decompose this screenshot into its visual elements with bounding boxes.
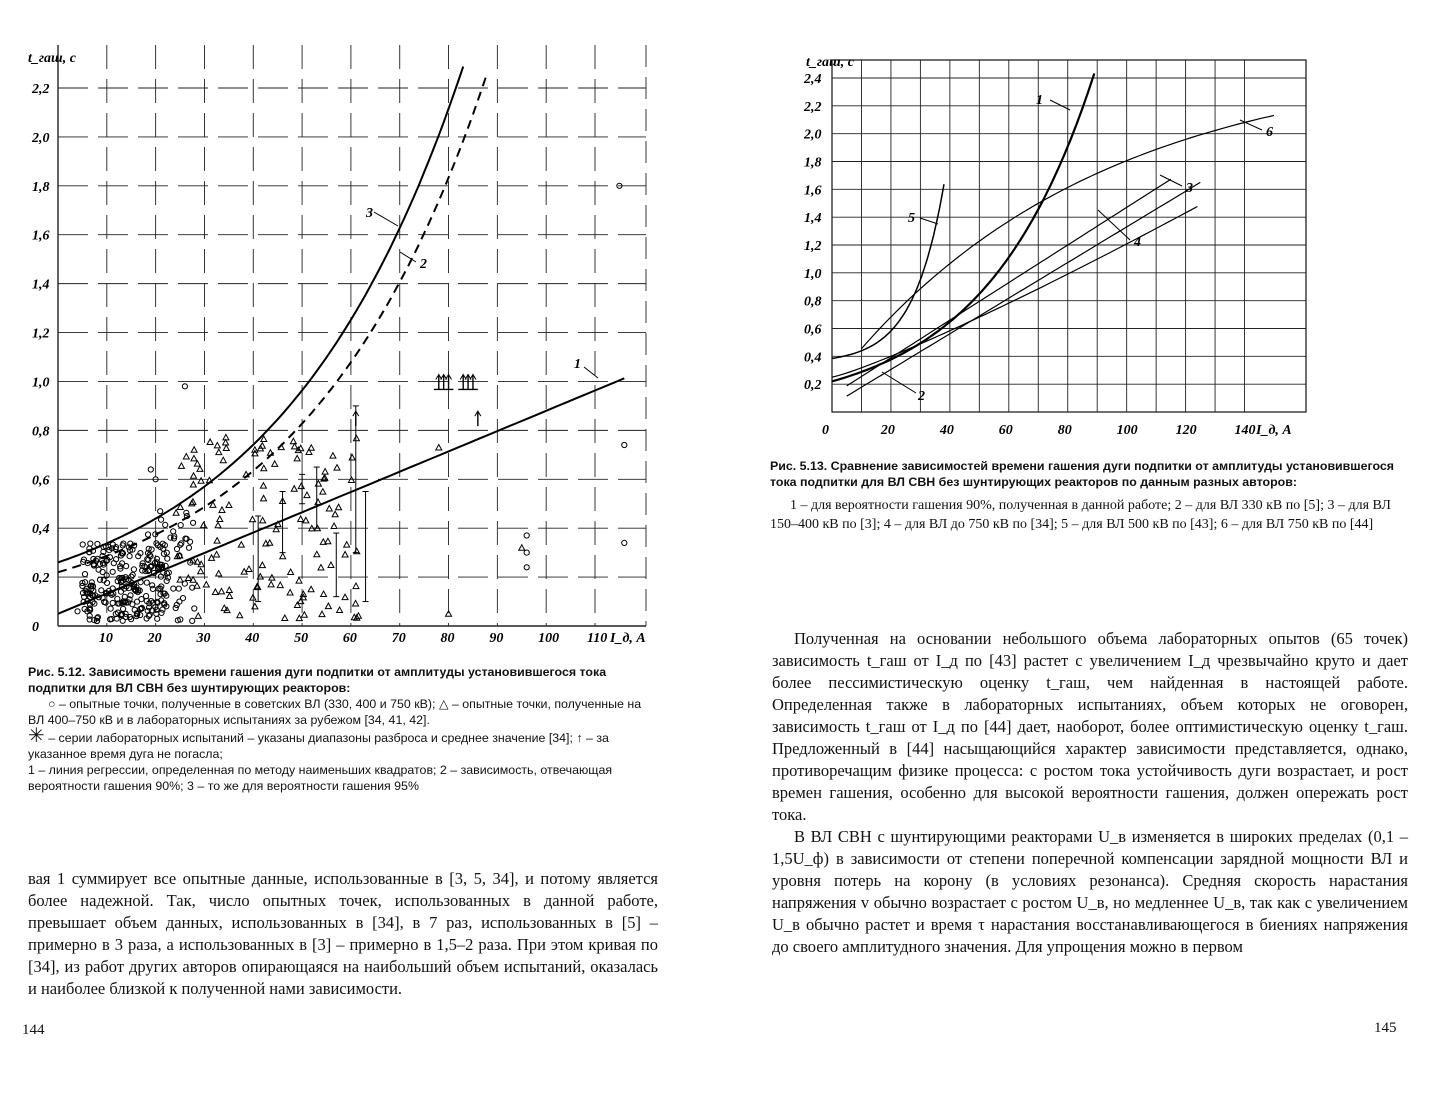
data-point-circle [524,565,529,570]
x-tick-label: 10 [98,631,113,646]
data-point-triangle [198,568,204,574]
data-point-triangle [194,583,200,589]
data-point-circle [159,517,164,522]
data-point-triangle [321,591,327,597]
x-axis-label-5-12: I_д, А [610,631,646,646]
y-tick-label: 1,2 [804,239,822,254]
data-point-triangle [296,578,302,584]
curve-2-90pct [58,72,488,572]
data-point-triangle [314,551,320,557]
x-tick-label: 80 [440,631,455,646]
y-tick-label: 0,6 [32,473,50,489]
y-axis-label-5-13: t_гаш, с [806,55,854,70]
data-point-triangle [191,447,197,453]
data-point-triangle [291,486,297,492]
y-tick-label: 2,0 [32,130,50,146]
curve-label-4: 4 [1134,235,1141,250]
data-point-circle [127,554,132,559]
data-point-triangle [296,615,302,621]
data-point-circle [131,567,136,572]
y-tick-label: 1,2 [32,326,50,342]
ticks-5-13 [803,72,1256,438]
data-point-triangle [353,600,359,606]
data-point-triangle [173,510,179,516]
data-point-triangle [280,553,286,559]
curve-label-1: 1 [574,357,581,372]
paragraph-right-2: В ВЛ СВН с шунтирующими реакторами U_в изменяется в широких пределах (0,1 – 1,5U_ф) в зависимости от степени поперечной компенсации зарядной мощности ВЛ и уровня потерь на корону (в условиях резонанса). Средняя скорость нарастания напряжения v обычно возрастает с ростом U_в, но медленнее U_в, так как с увеличением U_в обычно растет и время τ нарастания восстанавливающегося в биениях напряжения до своего амплитудного значения. Для упрощения можно в первом [772,827,1408,956]
data-point-circle [160,607,165,612]
data-point-triangle [216,449,222,455]
y-tick-label: 0,6 [804,322,822,338]
data-point-circle [165,556,170,561]
curve-1 [832,74,1094,382]
y-tick-label: 0,2 [32,571,50,587]
data-point-triangle [261,465,267,471]
data-point-circle [178,523,183,528]
data-point-circle [120,618,125,623]
caption-title: Рис. 5.13. Сравнение зависимостей времени гашения дуги подпитки от амплитуды установившегося тока подпитки для ВЛ СВН без шунтирующих реакторов по данным разных авторов: [770,459,1395,489]
y-tick-label: 2,4 [804,72,822,87]
y-tick-label: 2,2 [804,99,822,115]
curve-labels-5-13 [882,93,1273,404]
data-point-triangle [207,439,213,445]
data-point-triangle [353,583,359,589]
data-point-triangle [268,581,274,587]
x-tick-label: 40 [245,631,260,646]
x-tick-label: 40 [939,423,954,438]
data-point-triangle [216,570,222,576]
data-point-circle [158,509,163,514]
data-point-triangle [318,564,324,570]
data-point-triangle [214,551,220,557]
data-point-triangle [260,483,266,489]
data-point-triangle [183,454,189,460]
data-point-triangle [277,582,283,588]
x-tick-label: 30 [196,631,211,646]
x-axis-label-5-13: I_д, А [1256,423,1292,438]
y-tick-label: 2,2 [32,82,50,97]
data-point-triangle [322,469,328,475]
curve-label-6: 6 [1266,125,1273,140]
data-point-triangle [331,523,337,529]
curve-label-3: 3 [1186,181,1193,196]
data-point-triangle [353,435,359,441]
data-point-triangle [190,481,196,487]
data-point-triangle [342,594,348,600]
data-point-circle [75,609,80,614]
data-point-triangle [320,489,326,495]
data-point-triangle [260,517,266,523]
data-point-triangle [336,504,342,510]
data-point-triangle [203,582,209,588]
caption-title: Рис. 5.12. Зависимость времени гашения дуги подпитки от амплитуды установившегося тока подпитки для ВЛ СВН без шунтирующих реакторов: [28,665,607,695]
data-point-circle [191,520,196,525]
data-point-triangle [227,593,233,599]
y-tick-label: 1,0 [32,375,50,391]
data-point-triangle [303,517,309,523]
y-tick-label: 0,8 [804,294,822,310]
data-point-triangle [342,551,348,557]
data-point-triangle [214,538,220,544]
caption-5-12 [28,664,660,794]
x-tick-label: 90 [489,631,504,646]
data-point-triangle [226,502,232,508]
data-point-circle [176,586,181,591]
data-point-circle [150,583,155,588]
data-point-triangle [219,507,225,513]
paragraph-right-1: Полученная на основании небольшого объема лабораторных опытов (65 точек) зависимость t_гаш от I_д по [43] растет с увеличением I_д чрезвычайно круто и дает более пессимистическую оценку t_гаш, чем найденная в настоящей работе. Определенная также в лабораторных испытаниях, объем которых не оговорен, зависимость t_гаш от I_д по [44] дает, наоборот, более оптимистическую оценку t_гаш. Предложенный в [44] насыщающийся характер зависимости представляется, однако, противоречащим физике процесса: с ростом тока устойчивость дуги возрастает, и рост времен гашения, особенно для высокой вероятности гашения, должен опережать рост тока. [772,629,1408,824]
data-point-circle [110,600,115,605]
curve-5 [832,184,944,358]
data-point-triangle [252,603,258,609]
data-point-triangle [330,453,336,459]
y-axis-label-5-12: t_гаш, с [28,51,76,66]
y-tick-label: 2,0 [804,127,822,143]
data-point-triangle [308,586,314,592]
data-point-circle [174,546,179,551]
data-point-circle [159,610,164,615]
data-point-triangle [195,613,201,619]
data-point-triangle [298,516,304,522]
data-point-triangle [215,522,221,528]
data-point-circle [164,578,169,583]
data-point-triangle [290,438,296,444]
caption-legend-1: ○ – опытные точки, полученные в советских ВЛ (330, 400 и 750 кВ); △ – опытные точки, полученные на ВЛ 400–750 кВ и в лабораторных испытаниях за рубежом [34, 41, 42]. [28,697,642,727]
data-point-circle [148,467,153,472]
data-point-triangle [344,542,350,548]
data-point-triangle [288,569,294,575]
data-point-circle [121,606,126,611]
data-point-triangle [246,566,252,572]
data-point-circle [192,606,197,611]
x-tick-label: 110 [587,631,608,646]
y-tick-label: 1,0 [804,266,822,282]
x-tick-label: 20 [147,631,162,646]
data-point-triangle [194,461,200,467]
data-point-triangle [519,545,525,551]
data-point-triangle [198,478,204,484]
data-point-triangle [178,463,184,469]
y-tick-label: 1,6 [804,183,822,199]
data-point-triangle [223,445,229,451]
curve-label-1: 1 [1036,93,1043,108]
data-point-circle [124,564,129,569]
data-point-triangle [337,607,343,613]
data-point-triangle [325,538,331,544]
data-point-circle [182,384,187,389]
data-point-triangle [237,612,243,618]
x-tick-label: 100 [1116,423,1138,438]
caption-legend: 1 – для вероятности гашения 90%, полученная в данной работе; 2 – для ВЛ 330 кВ по [5]; 3 – для ВЛ 150–400 кВ по [3]; 4 – для ВЛ до 750 кВ по [34]; 5 – для ВЛ 500 кВ по [43]; 6 – для ВЛ 750 кВ по [44] [770,498,1391,532]
data-point-triangle [249,516,255,522]
data-point-triangle [325,603,331,609]
data-point-circle [188,539,193,544]
x-tick-label: 60 [342,631,357,646]
data-point-triangle [209,555,215,561]
y-tick-label: 0,8 [32,424,50,440]
data-point-triangle [348,477,354,483]
data-point-circle [524,533,529,538]
data-point-circle [190,618,195,623]
data-point-triangle [294,602,300,608]
y-tick-label: 1,8 [804,155,822,171]
curve-2 [832,207,1197,378]
data-point-triangle [214,442,220,448]
x-tick-label: 60 [998,423,1013,438]
data-point-triangle [191,455,197,461]
x-tick-label: 70 [391,631,406,646]
data-point-triangle [217,516,223,522]
y-tick-label: 1,8 [32,179,50,195]
curve-label-2: 2 [918,389,925,404]
data-point-circle [95,541,100,546]
curve-3 [847,182,1201,396]
caption-legend-3: 1 – линия регрессии, определенная по методу наименьших квадратов; 2 – зависимость, отвечающая вероятности гашения 90%; 3 – то же для вероятности гашения 95% [28,763,613,793]
data-point-circle [622,442,627,447]
data-point-triangle [334,465,340,471]
data-point-circle [155,616,160,621]
grid-5-13 [832,60,1306,412]
y-tick-label: 1,6 [32,228,50,244]
caption-5-13 [770,458,1406,534]
data-point-triangle [332,511,338,517]
data-point-triangle [319,611,325,617]
paragraph-left: вая 1 суммирует все опытные данные, использованные в [3, 5, 34], и потому является более надежной. Так, число опытных точек, использованных в данной работе, превышает объем данных, использованных в [34], в 7 раз, использованных в [5] – примерно в 3 раза, а использованных в [3] – примерно в 1,5–2 раза. При этом кривая по [34], из работ других авторов опирающаяся на наибольший объем испытаний, оказалась и наиболее близкой к полученной нами зависимости. [28,869,658,998]
data-point-triangle [292,443,298,449]
y-tick-label: 0,4 [804,350,822,366]
y-tick-label: 0,4 [32,522,50,538]
data-point-triangle [238,542,244,548]
data-point-circle [135,599,140,604]
data-point-triangle [218,588,224,594]
data-point-circle [171,586,176,591]
curve-label-3: 3 [366,206,373,221]
x-tick-label: 50 [294,631,309,646]
page-number-left: 144 [22,1022,45,1038]
curve-label-2: 2 [420,257,427,272]
data-point-triangle [298,483,304,489]
data-point-circle [88,541,93,546]
y-tick-label: 0,2 [804,378,822,394]
asterisk-symbol-icon: ✳ [28,725,45,747]
data-point-triangle [328,562,334,568]
data-point-triangle [261,495,267,501]
data-point-circle [118,589,123,594]
data-point-circle [80,542,85,547]
data-point-triangle [287,590,293,596]
data-point-triangle [294,455,300,461]
curves-5-12 [58,67,624,614]
data-point-circle [145,532,150,537]
caption-legend-2: ✳ – серии лабораторных испытаний – указаны диапазоны разброса и среднее значение [34]; ↑ – за указанное время дуга не погасла; [28,725,609,761]
data-point-triangle [315,499,321,505]
data-point-circle [179,541,184,546]
data-point-circle [144,594,149,599]
data-point-triangle [212,589,218,595]
data-point-circle [622,540,627,545]
body-text-left [28,868,658,1000]
data-point-triangle [220,457,226,463]
figure-5-13 [800,50,1320,445]
data-point-triangle [185,575,191,581]
curve-label-5: 5 [908,211,915,226]
y-tick-label: 1,4 [32,277,50,293]
curves-5-13 [832,74,1274,397]
curve-1-regression [58,378,624,614]
data-point-circle [108,606,113,611]
data-point-triangle [304,492,310,498]
x-tick-label: 100 [538,631,560,646]
data-point-triangle [446,611,452,617]
data-point-circle [171,529,176,534]
y-tick-label: 1,4 [804,211,822,227]
data-point-triangle [259,562,265,568]
figure-5-12 [28,30,668,655]
data-point-triangle [272,461,278,467]
x-tick-label: 80 [1057,423,1072,438]
data-point-triangle [282,615,288,621]
data-point-triangle [349,454,355,460]
data-point-triangle [197,466,203,472]
data-point-triangle [191,473,197,479]
x-tick-label: 140 [1234,423,1256,438]
page-number-right: 145 [1374,1020,1397,1036]
data-point-circle [144,580,149,585]
data-point-circle [524,550,529,555]
data-point-circle [110,569,115,574]
x-tick-label: 0 [822,423,829,438]
data-point-triangle [201,522,207,528]
data-point-circle [114,557,119,562]
x-tick-label: 120 [1175,423,1197,438]
data-point-circle [163,522,168,527]
data-point-triangle [226,587,232,593]
data-point-circle [186,545,191,550]
x-tick-label: 20 [880,423,895,438]
data-point-circle [82,572,87,577]
data-point-triangle [436,444,442,450]
body-text-right [772,628,1408,958]
data-point-triangle [326,505,332,511]
y-tick-label: 0 [32,620,39,635]
